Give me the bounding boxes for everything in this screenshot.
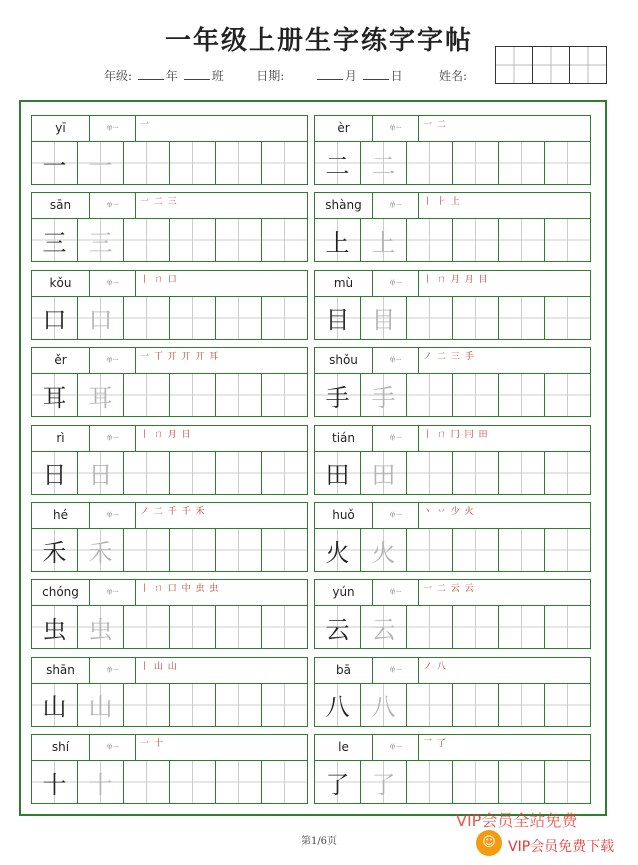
model-cell xyxy=(32,142,78,184)
character-card xyxy=(314,657,591,727)
practice-cell[interactable] xyxy=(170,529,216,571)
character-card xyxy=(31,657,308,727)
character-card xyxy=(314,115,591,185)
model-cell xyxy=(315,761,361,803)
practice-cell[interactable] xyxy=(216,529,262,571)
character-card xyxy=(31,192,308,262)
practice-cell[interactable] xyxy=(499,684,545,726)
trace-cell[interactable] xyxy=(78,529,124,571)
practice-cell[interactable] xyxy=(216,684,262,726)
meta-label: 单一 xyxy=(373,580,419,605)
class-blank[interactable] xyxy=(184,69,210,80)
practice-cell[interactable] xyxy=(545,606,590,648)
writing-grid xyxy=(315,529,590,571)
day-blank[interactable] xyxy=(363,69,389,80)
practice-cell[interactable] xyxy=(499,142,545,184)
practice-cell[interactable] xyxy=(545,142,590,184)
practice-cell[interactable] xyxy=(407,529,453,571)
page-title: 一年级上册生字练字字帖 xyxy=(164,26,473,56)
page-number: 第1/6页 xyxy=(300,836,338,847)
trace-cell[interactable] xyxy=(361,529,407,571)
model-cell xyxy=(32,684,78,726)
practice-cell[interactable] xyxy=(499,529,545,571)
practice-cell[interactable] xyxy=(216,297,262,339)
meta-label: 单一 xyxy=(373,426,419,451)
stroke-order: 一 十 xyxy=(140,739,164,750)
meta-label: 单一 xyxy=(90,426,136,451)
trace-character: 八 xyxy=(371,693,396,722)
practice-cell[interactable] xyxy=(124,219,170,261)
chat-icon: ☺ xyxy=(476,830,502,856)
stroke-order: 一 丅 丌 丌 丌 耳 xyxy=(140,352,220,363)
practice-cell[interactable] xyxy=(545,219,590,261)
stroke-order: 丨 ㄇ 口 xyxy=(140,274,178,285)
meta-label: 单一 xyxy=(90,116,136,141)
character-card xyxy=(31,734,308,804)
card-header xyxy=(315,193,590,219)
pinyin-label: èr xyxy=(315,116,373,141)
pinyin-label: huǒ xyxy=(315,503,373,528)
writing-grid xyxy=(315,374,590,416)
pinyin-label: shǒu xyxy=(315,348,373,373)
writing-grid xyxy=(32,219,307,261)
practice-cell[interactable] xyxy=(262,761,307,803)
practice-cell[interactable] xyxy=(545,761,590,803)
model-cell xyxy=(315,529,361,571)
practice-cell[interactable] xyxy=(170,219,216,261)
trace-cell[interactable] xyxy=(361,219,407,261)
card-header xyxy=(315,348,590,374)
model-cell xyxy=(32,297,78,339)
meta-label: 单一 xyxy=(90,503,136,528)
model-cell xyxy=(32,452,78,494)
trace-cell[interactable] xyxy=(78,219,124,261)
practice-cell[interactable] xyxy=(124,374,170,416)
name-cell[interactable] xyxy=(496,47,532,83)
practice-cell[interactable] xyxy=(545,684,590,726)
practice-cell[interactable] xyxy=(407,761,453,803)
card-header xyxy=(315,426,590,452)
model-character: 山 xyxy=(42,693,67,722)
model-character: 手 xyxy=(325,383,350,412)
practice-cell[interactable] xyxy=(453,761,499,803)
meta-label: 单一 xyxy=(373,348,419,373)
pinyin-label: ěr xyxy=(32,348,90,373)
model-character: 了 xyxy=(325,770,350,799)
pinyin-label: hé xyxy=(32,503,90,528)
trace-cell[interactable] xyxy=(361,297,407,339)
practice-cell[interactable] xyxy=(407,452,453,494)
card-header xyxy=(315,735,590,761)
practice-cell[interactable] xyxy=(545,529,590,571)
header-info xyxy=(104,67,469,84)
writing-grid xyxy=(315,219,590,261)
practice-cell[interactable] xyxy=(545,374,590,416)
practice-cell[interactable] xyxy=(216,374,262,416)
model-cell xyxy=(32,374,78,416)
model-character: 云 xyxy=(325,615,350,644)
date-label: 日期: xyxy=(256,69,285,83)
character-card xyxy=(314,270,591,340)
pinyin-label: tián xyxy=(315,426,373,451)
practice-cell[interactable] xyxy=(407,297,453,339)
practice-cell[interactable] xyxy=(453,374,499,416)
model-cell xyxy=(315,374,361,416)
card-header xyxy=(32,735,307,761)
practice-cell[interactable] xyxy=(407,684,453,726)
trace-cell[interactable] xyxy=(78,374,124,416)
model-character: 三 xyxy=(42,228,67,257)
stroke-order: ノ 二 三 手 xyxy=(423,352,475,363)
pinyin-label: yī xyxy=(32,116,90,141)
trace-character: 火 xyxy=(371,538,396,567)
year-suffix: 年 xyxy=(165,69,178,83)
practice-cell[interactable] xyxy=(170,606,216,648)
practice-cell[interactable] xyxy=(170,684,216,726)
pinyin-label: shàng xyxy=(315,193,373,218)
writing-grid xyxy=(315,142,590,184)
practice-cell[interactable] xyxy=(124,761,170,803)
trace-character: 口 xyxy=(88,306,113,335)
practice-cell[interactable] xyxy=(262,297,307,339)
stroke-order: 丨 山 山 xyxy=(140,661,178,672)
practice-cell[interactable] xyxy=(170,297,216,339)
card-header xyxy=(32,658,307,684)
card-header xyxy=(32,348,307,374)
model-character: 二 xyxy=(325,151,350,180)
practice-cell[interactable] xyxy=(216,219,262,261)
card-header xyxy=(32,426,307,452)
day-suffix: 日 xyxy=(390,69,403,83)
practice-cell[interactable] xyxy=(262,606,307,648)
practice-cell[interactable] xyxy=(545,452,590,494)
practice-cell[interactable] xyxy=(262,452,307,494)
trace-character: 了 xyxy=(371,770,396,799)
trace-character: 一 xyxy=(88,151,113,180)
month-suffix: 月 xyxy=(344,69,357,83)
trace-character: 虫 xyxy=(88,615,113,644)
writing-grid xyxy=(315,452,590,494)
stroke-order: 丨 ㄇ 月 月 目 xyxy=(423,274,489,285)
stroke-order: 乛 了 xyxy=(423,739,447,750)
practice-cell[interactable] xyxy=(499,761,545,803)
model-cell xyxy=(32,606,78,648)
card-header xyxy=(32,116,307,142)
practice-cell[interactable] xyxy=(453,452,499,494)
trace-character: 上 xyxy=(371,228,396,257)
writing-grid xyxy=(32,142,307,184)
character-card xyxy=(31,425,308,495)
writing-grid xyxy=(315,684,590,726)
character-card xyxy=(314,734,591,804)
model-character: 一 xyxy=(42,151,67,180)
practice-cell[interactable] xyxy=(262,219,307,261)
meta-label: 单一 xyxy=(90,735,136,760)
practice-cell[interactable] xyxy=(124,142,170,184)
trace-cell[interactable] xyxy=(78,606,124,648)
meta-label: 单一 xyxy=(373,735,419,760)
practice-cell[interactable] xyxy=(407,374,453,416)
practice-cell[interactable] xyxy=(407,219,453,261)
practice-cell[interactable] xyxy=(216,606,262,648)
pinyin-label: kǒu xyxy=(32,271,90,296)
practice-cell[interactable] xyxy=(545,297,590,339)
meta-label: 单一 xyxy=(373,193,419,218)
practice-cell[interactable] xyxy=(499,452,545,494)
name-box[interactable] xyxy=(495,46,607,84)
meta-label: 单一 xyxy=(373,271,419,296)
character-card xyxy=(31,579,308,649)
practice-cell[interactable] xyxy=(453,529,499,571)
watermark-bottom: VIP会员免费下载 xyxy=(508,839,615,855)
writing-grid xyxy=(32,529,307,571)
meta-label: 单一 xyxy=(90,658,136,683)
class-suffix: 班 xyxy=(211,69,224,83)
trace-cell[interactable] xyxy=(361,374,407,416)
watermark-top: VIP会员全站免费 xyxy=(456,811,578,830)
model-character: 日 xyxy=(42,461,67,490)
card-header xyxy=(315,271,590,297)
model-cell xyxy=(32,219,78,261)
practice-cell[interactable] xyxy=(124,684,170,726)
practice-cell[interactable] xyxy=(124,606,170,648)
trace-character: 二 xyxy=(371,151,396,180)
practice-cell[interactable] xyxy=(170,374,216,416)
trace-character: 山 xyxy=(88,693,113,722)
character-card xyxy=(31,270,308,340)
practice-cell[interactable] xyxy=(262,142,307,184)
meta-label: 单一 xyxy=(90,348,136,373)
pinyin-label: sān xyxy=(32,193,90,218)
trace-cell[interactable] xyxy=(78,684,124,726)
model-cell xyxy=(315,606,361,648)
pinyin-label: shān xyxy=(32,658,90,683)
trace-cell[interactable] xyxy=(361,606,407,648)
stroke-order: 丨 ㄇ 口 中 虫 虫 xyxy=(140,584,220,595)
writing-grid xyxy=(32,374,307,416)
practice-cell[interactable] xyxy=(216,761,262,803)
meta-label: 单一 xyxy=(90,193,136,218)
trace-cell[interactable] xyxy=(361,761,407,803)
stroke-order: 丨 ⺊ 上 xyxy=(423,197,461,208)
practice-cell[interactable] xyxy=(262,684,307,726)
writing-grid xyxy=(315,606,590,648)
trace-cell[interactable] xyxy=(361,684,407,726)
meta-label: 单一 xyxy=(90,580,136,605)
trace-cell[interactable] xyxy=(78,761,124,803)
meta-label: 单一 xyxy=(90,271,136,296)
writing-grid xyxy=(315,761,590,803)
stroke-order: 一 xyxy=(140,120,151,130)
card-header xyxy=(32,503,307,529)
stroke-order: 丨 ㄇ 冂 冃 田 xyxy=(423,429,489,440)
trace-character: 三 xyxy=(88,228,113,257)
trace-character: 手 xyxy=(371,383,396,412)
meta-label: 单一 xyxy=(373,658,419,683)
model-cell xyxy=(315,142,361,184)
practice-cell[interactable] xyxy=(216,452,262,494)
model-character: 耳 xyxy=(42,383,67,412)
writing-grid xyxy=(32,297,307,339)
practice-cell[interactable] xyxy=(453,297,499,339)
meta-label: 单一 xyxy=(373,116,419,141)
card-header xyxy=(32,193,307,219)
card-header xyxy=(315,580,590,606)
practice-cell[interactable] xyxy=(453,606,499,648)
stroke-order: 一 二 三 xyxy=(140,197,178,208)
trace-character: 云 xyxy=(371,615,396,644)
trace-cell[interactable] xyxy=(78,142,124,184)
pinyin-label: yún xyxy=(315,580,373,605)
practice-cell[interactable] xyxy=(453,142,499,184)
trace-cell[interactable] xyxy=(361,452,407,494)
month-blank[interactable] xyxy=(317,69,343,80)
model-character: 禾 xyxy=(42,538,67,567)
model-character: 火 xyxy=(325,538,350,567)
character-card xyxy=(314,502,591,572)
model-cell xyxy=(315,219,361,261)
practice-cell[interactable] xyxy=(216,142,262,184)
model-cell xyxy=(315,452,361,494)
trace-cell[interactable] xyxy=(78,452,124,494)
character-card xyxy=(31,502,308,572)
practice-cell[interactable] xyxy=(124,297,170,339)
card-header xyxy=(315,658,590,684)
name-label: 姓名: xyxy=(439,69,468,83)
character-card xyxy=(314,347,591,417)
practice-cell[interactable] xyxy=(499,606,545,648)
model-character: 田 xyxy=(325,461,350,490)
model-character: 上 xyxy=(325,228,350,257)
trace-character: 十 xyxy=(88,770,113,799)
writing-grid xyxy=(315,297,590,339)
character-card xyxy=(314,425,591,495)
practice-cell[interactable] xyxy=(170,452,216,494)
stroke-order: ノ 二 千 千 禾 xyxy=(140,507,206,517)
practice-cell[interactable] xyxy=(170,761,216,803)
stroke-order: 丨 ㄇ 月 日 xyxy=(140,429,192,440)
pinyin-label: mù xyxy=(315,271,373,296)
practice-sheet xyxy=(19,100,607,816)
stroke-order: 一 二 云 云 xyxy=(423,584,475,595)
meta-label: 单一 xyxy=(373,503,419,528)
practice-cell[interactable] xyxy=(499,374,545,416)
practice-cell[interactable] xyxy=(499,297,545,339)
grade-label: 年级: xyxy=(104,69,133,83)
writing-grid xyxy=(32,761,307,803)
card-header xyxy=(315,116,590,142)
model-character: 口 xyxy=(42,306,67,335)
card-header xyxy=(315,503,590,529)
name-cell[interactable] xyxy=(532,47,569,83)
stroke-order: ノ 八 xyxy=(423,661,447,672)
writing-grid xyxy=(32,606,307,648)
trace-character: 日 xyxy=(88,461,113,490)
practice-cell[interactable] xyxy=(453,684,499,726)
trace-character: 耳 xyxy=(88,383,113,412)
pinyin-label: chóng xyxy=(32,580,90,605)
practice-cell[interactable] xyxy=(124,452,170,494)
name-cell[interactable] xyxy=(569,47,606,83)
stroke-order: 一 二 xyxy=(423,120,447,130)
character-card xyxy=(314,579,591,649)
stroke-order: 丶 丷 少 火 xyxy=(423,507,475,517)
character-card xyxy=(31,115,308,185)
writing-grid xyxy=(32,684,307,726)
practice-cell[interactable] xyxy=(407,142,453,184)
model-cell xyxy=(315,297,361,339)
model-character: 十 xyxy=(42,770,67,799)
model-character: 虫 xyxy=(42,615,67,644)
model-character: 目 xyxy=(325,306,350,335)
practice-cell[interactable] xyxy=(262,529,307,571)
practice-cell[interactable] xyxy=(170,142,216,184)
pinyin-label: bā xyxy=(315,658,373,683)
year-blank[interactable] xyxy=(138,69,164,80)
character-card xyxy=(31,347,308,417)
practice-cell[interactable] xyxy=(124,529,170,571)
card-header xyxy=(32,271,307,297)
model-character: 八 xyxy=(325,693,350,722)
model-cell xyxy=(32,761,78,803)
trace-cell[interactable] xyxy=(78,297,124,339)
writing-grid xyxy=(32,452,307,494)
pinyin-label: shí xyxy=(32,735,90,760)
trace-character: 禾 xyxy=(88,538,113,567)
trace-character: 目 xyxy=(371,306,396,335)
practice-cell[interactable] xyxy=(407,606,453,648)
practice-cell[interactable] xyxy=(499,219,545,261)
card-header xyxy=(32,580,307,606)
trace-cell[interactable] xyxy=(361,142,407,184)
character-card xyxy=(314,192,591,262)
model-cell xyxy=(32,529,78,571)
practice-cell[interactable] xyxy=(453,219,499,261)
pinyin-label: le xyxy=(315,735,373,760)
pinyin-label: rì xyxy=(32,426,90,451)
practice-cell[interactable] xyxy=(262,374,307,416)
trace-character: 田 xyxy=(371,461,396,490)
model-cell xyxy=(315,684,361,726)
